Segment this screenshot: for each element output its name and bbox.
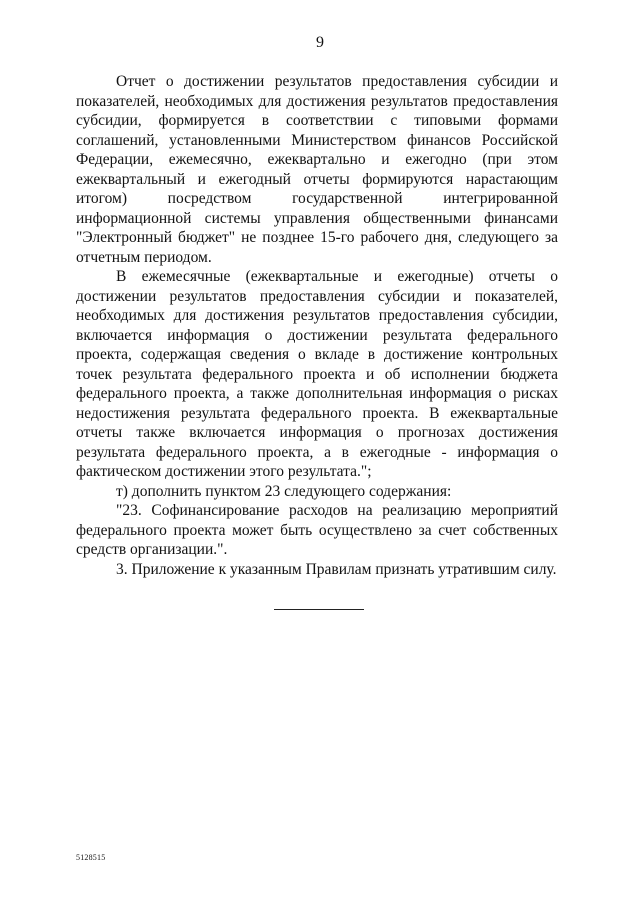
paragraph-report-formation: Отчет о достижении результатов предоставления субсидии и показателей, необходимых для достижения результатов предоставления субсидии, формируется в соответствии с типовыми формами соглашений, установленными Министерством финансов Российской Федерации, ежемесячно, ежеквартально и ежегодно (при этом ежеквартальный и ежегодный отчеты формируются нарастающим итогом) посредством государственной интегрированной информационной системы управления общественными финансами "Электронный бюджет" не позднее 15-го рабочего дня, следующего за отчетным периодом. [76, 73, 558, 266]
document-body [76, 72, 558, 579]
paragraph-item-t: т) дополнить пунктом 23 следующего содержания: [116, 482, 452, 500]
end-divider-line [274, 609, 364, 610]
page-number: 9 [316, 34, 324, 51]
document-code: 5128515 [76, 853, 106, 862]
paragraph-clause-23: "23. Софинансирование расходов на реализацию мероприятий федерального проекта может быть осуществлено за счет собственных средств организации.". [76, 502, 558, 558]
paragraph-report-contents: В ежемесячные (ежеквартальные и ежегодные) отчеты о достижении результатов предоставления субсидии и показателей, необходимых для достижения результатов предоставления субсидии, включается информация о достижении результата федерального проекта, содержащая сведения о вкладе в достижение контрольных точек результата федерального проекта и об исполнении бюджета федерального проекта, а также дополнительная информация о рисках недостижения результата федерального проекта. В ежеквартальные отчеты также включается информация о прогнозах достижения результата федерального проекта, а в ежегодные - информация о фактическом достижении этого результата."; [76, 268, 558, 480]
paragraph-item-3: 3. Приложение к указанным Правилам признать утратившим силу. [116, 560, 557, 578]
